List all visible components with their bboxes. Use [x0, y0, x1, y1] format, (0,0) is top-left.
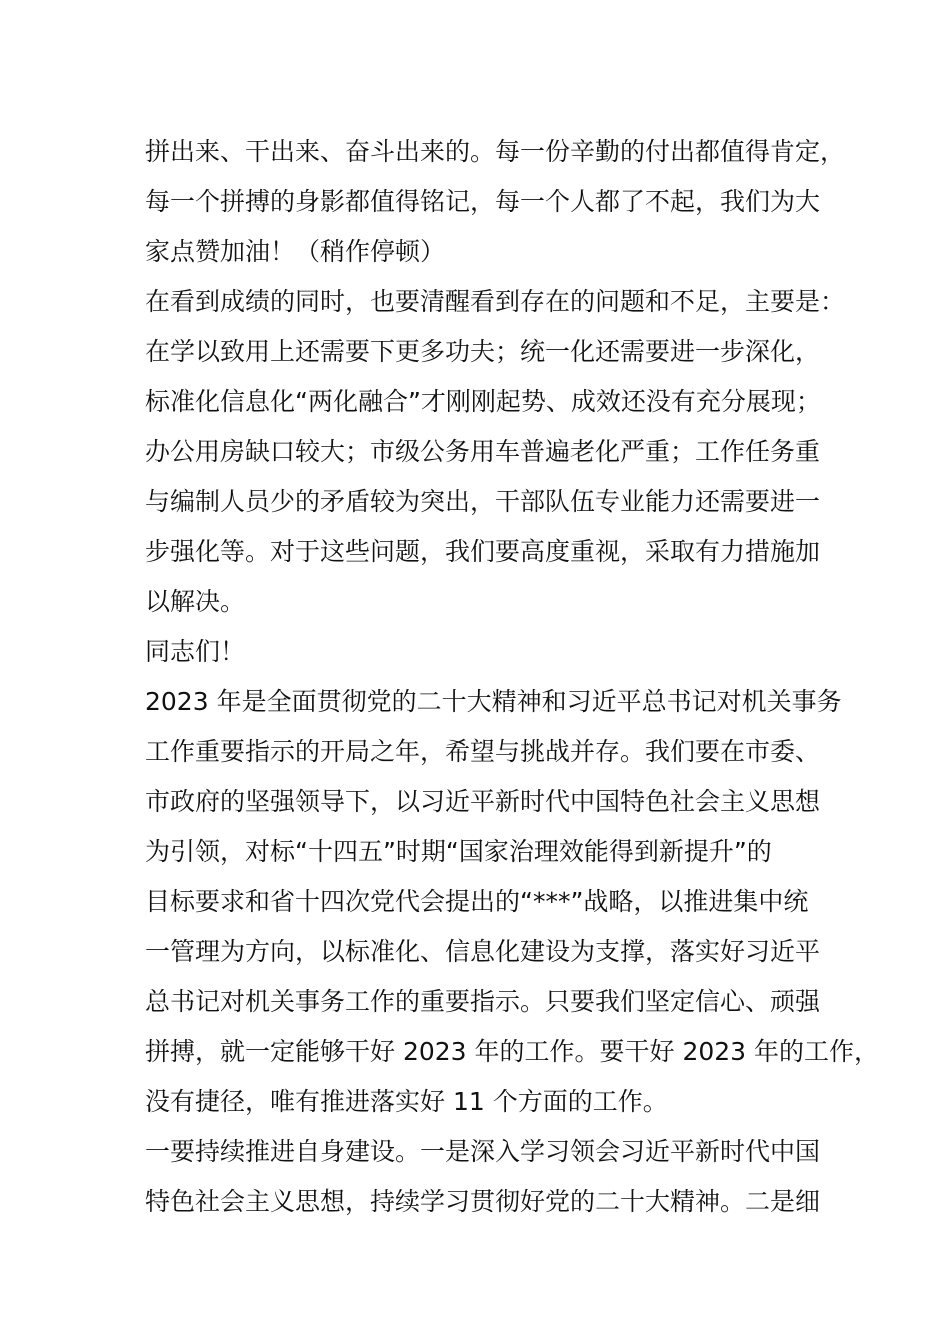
- text-line: 家点赞加油！（稍作停顿）: [145, 237, 446, 266]
- document-body: [145, 127, 880, 1227]
- text-line: 标准化信息化“两化融合”才刚刚起势、成效还没有充分展现；: [145, 387, 821, 416]
- text-line: 与编制人员少的矛盾较为突出，干部队伍专业能力还需要进一: [145, 487, 821, 516]
- text-line: 同志们！: [145, 637, 246, 666]
- text-line: 办公用房缺口较大；市级公务用车普遍老化严重；工作任务重: [145, 437, 821, 466]
- text-line: 一要持续推进自身建设。一是深入学习领会习近平新时代中国: [145, 1137, 821, 1166]
- text-line: 2023 年是全面贯彻党的二十大精神和习近平总书记对机关事务: [145, 687, 842, 716]
- text-line: 市政府的坚强领导下，以习近平新时代中国特色社会主义思想: [145, 787, 821, 816]
- text-line: 总书记对机关事务工作的重要指示。只要我们坚定信心、顽强: [145, 987, 821, 1016]
- text-line: 目标要求和省十四次党代会提出的“***”战略，以推进集中统: [145, 887, 809, 916]
- text-line: 步强化等。对于这些问题，我们要高度重视，采取有力措施加: [145, 537, 821, 566]
- text-line: 以解决。: [145, 587, 246, 616]
- text-line: 工作重要指示的开局之年，希望与挑战并存。我们要在市委、: [145, 737, 821, 766]
- text-line: 特色社会主义思想，持续学习贯彻好党的二十大精神。二是细: [145, 1187, 821, 1216]
- text-line: 一管理为方向，以标准化、信息化建设为支撑，落实好习近平: [145, 937, 821, 966]
- text-line: 拼出来、干出来、奋斗出来的。每一份辛勤的付出都值得肯定，: [145, 137, 846, 166]
- text-line: 在看到成绩的同时，也要清醒看到存在的问题和不足，主要是：: [145, 287, 846, 316]
- text-line: 每一个拼搏的身影都值得铭记，每一个人都了不起，我们为大: [145, 187, 821, 216]
- text-line: 为引领，对标“十四五”时期“国家治理效能得到新提升”的: [145, 837, 772, 866]
- text-line: 拼搏，就一定能够干好 2023 年的工作。要干好 2023 年的工作，: [145, 1037, 880, 1066]
- text-line: 在学以致用上还需要下更多功夫；统一化还需要进一步深化，: [145, 337, 821, 366]
- text-line: 没有捷径，唯有推进落实好 11 个方面的工作。: [145, 1087, 668, 1116]
